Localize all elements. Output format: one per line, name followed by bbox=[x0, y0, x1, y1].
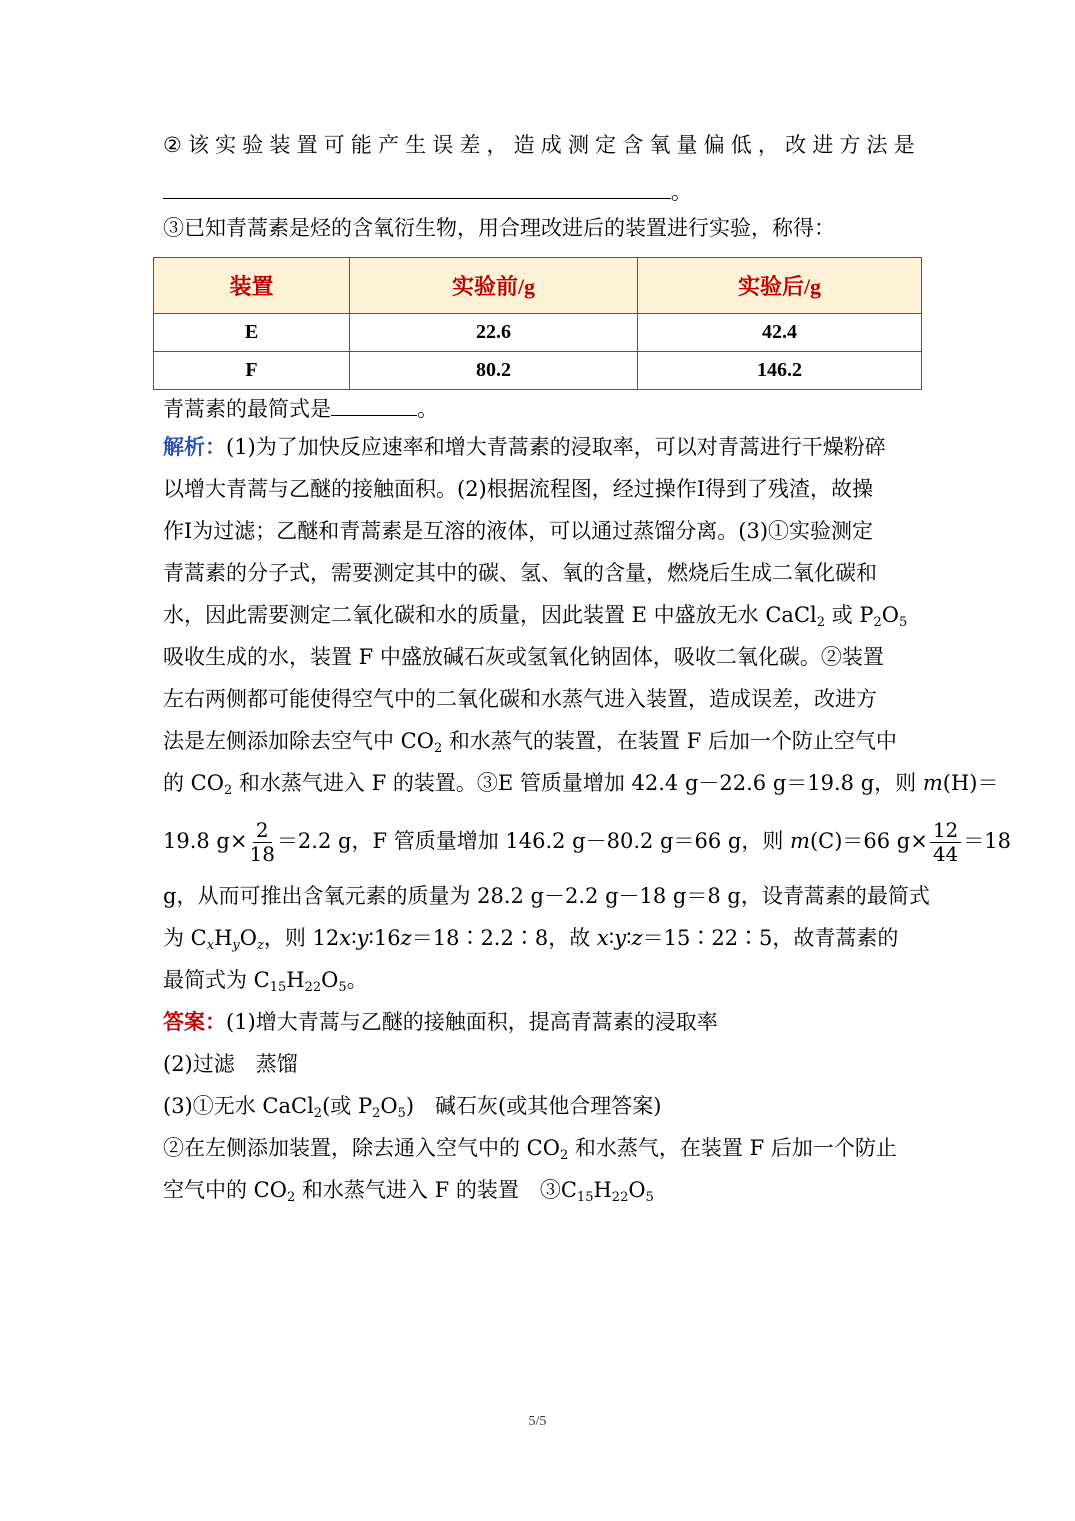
text: ＝15∶22∶5，故青蒿素的 bbox=[642, 926, 899, 950]
answer-line-2: (2)过滤 蒸馏 bbox=[163, 1052, 298, 1076]
numerator: 12 bbox=[930, 819, 961, 843]
text: 或 P bbox=[825, 603, 874, 627]
text: ＝2.2 g，F 管质量增加 146.2 g－80.2 g＝66 g，则 bbox=[276, 829, 791, 853]
formula-blank bbox=[331, 393, 417, 416]
answer-label: 答案： bbox=[163, 1009, 226, 1034]
question-2-char: 法 bbox=[866, 133, 888, 157]
analysis-line-5 bbox=[163, 601, 907, 629]
math-var: y bbox=[614, 926, 627, 950]
analysis-line-9 bbox=[163, 769, 998, 797]
table-header-row bbox=[154, 258, 922, 314]
text: ∶ bbox=[626, 926, 632, 950]
text: ＝18 bbox=[963, 829, 1012, 853]
subscript: 2 bbox=[559, 1148, 569, 1163]
subscript: 5 bbox=[899, 615, 908, 630]
text: ，则 12 bbox=[263, 926, 340, 950]
answer-line-3 bbox=[163, 1092, 661, 1120]
page-number: 5/5 bbox=[528, 1414, 547, 1429]
subscript: 2 bbox=[873, 615, 882, 630]
analysis-text: (1)为了加快反应速率和增大青蒿素的浸取率，可以对青蒿进行干燥粉碎 bbox=[226, 435, 886, 459]
cell-device: E bbox=[154, 314, 350, 352]
text: 。 bbox=[346, 968, 368, 992]
denominator: 44 bbox=[932, 842, 959, 866]
answer-text: (1)增大青蒿与乙醚的接触面积，提高青蒿素的浸取率 bbox=[226, 1010, 718, 1034]
answer-line-5 bbox=[163, 1176, 654, 1204]
question-2-char: 偏 bbox=[703, 133, 725, 157]
question-2-char: 量 bbox=[676, 133, 698, 157]
cell-after: 42.4 bbox=[638, 314, 922, 352]
question-2-char: ， bbox=[757, 133, 779, 157]
analysis-line-6: 吸收生成的水，装置 F 中盛放碱石灰或氢氧化钠固体，吸收二氧化碳。②装置 bbox=[163, 645, 884, 669]
analysis-line-4: 青蒿素的分子式，需要测定其中的碳、氢、氧的含量，燃烧后生成二氧化碳和 bbox=[163, 561, 877, 585]
question-2-char: 可 bbox=[323, 133, 345, 157]
question-2-char: 方 bbox=[839, 133, 861, 157]
math-var: y bbox=[356, 926, 369, 950]
analysis-line-12 bbox=[163, 924, 898, 952]
subscript: 15 bbox=[269, 980, 287, 995]
text: 和水蒸气的装置，在装置 F 后加一个防止空气中 bbox=[442, 729, 897, 753]
fraction bbox=[249, 819, 274, 866]
subscript: 22 bbox=[611, 1190, 629, 1205]
question-2-char: 置 bbox=[296, 133, 318, 157]
text: ∶ bbox=[608, 926, 615, 950]
text: (H)＝ bbox=[942, 771, 999, 795]
period: 。 bbox=[417, 397, 438, 421]
header-device: 装置 bbox=[154, 258, 350, 314]
answer-line-1 bbox=[163, 1008, 718, 1036]
text: H bbox=[214, 926, 233, 950]
question-2-char: 能 bbox=[350, 133, 372, 157]
subscript: 5 bbox=[645, 1190, 654, 1205]
answer-line-4 bbox=[163, 1134, 897, 1162]
analysis-line-11: g，从而可推出含氧元素的质量为 28.2 g－2.2 g－18 g＝8 g，设青蒿素的最简式 bbox=[163, 884, 930, 908]
subscript: z bbox=[257, 938, 264, 953]
question-2-char: ， bbox=[486, 133, 508, 157]
subscript: 15 bbox=[576, 1190, 594, 1205]
question-2-char: 装 bbox=[269, 133, 291, 157]
analysis-line-7: 左右两侧都可能使得空气中的二氧化碳和水蒸气进入装置，造成误差，改进方 bbox=[163, 687, 877, 711]
period: 。 bbox=[671, 180, 692, 204]
cell-before: 22.6 bbox=[350, 314, 638, 352]
analysis-line-8 bbox=[163, 727, 897, 755]
question-2-char: 定 bbox=[595, 133, 617, 157]
subscript: 2 bbox=[816, 615, 826, 630]
text: ∶16 bbox=[368, 926, 401, 950]
cell-device: F bbox=[154, 352, 350, 390]
subscript: 2 bbox=[223, 783, 233, 798]
question-2-char: 实 bbox=[215, 133, 237, 157]
text: O bbox=[628, 1178, 646, 1202]
text: 和水蒸气进入 F 的装置。③E 管质量增加 42.4 g－22.6 g＝19.8 g，则 bbox=[232, 771, 923, 795]
question-2-char: 验 bbox=[242, 133, 264, 157]
formula-question-label: 青蒿素的最简式是 bbox=[163, 397, 331, 421]
question-2-line bbox=[163, 131, 915, 159]
text: O bbox=[380, 1094, 398, 1118]
analysis-line-10 bbox=[163, 815, 1011, 867]
answer-blank-line bbox=[163, 176, 692, 206]
question-2-char: 造 bbox=[513, 133, 535, 157]
text: (C)＝66 g× bbox=[809, 829, 928, 853]
text: 和水蒸气进入 F 的装置 ③C bbox=[295, 1178, 577, 1202]
math-var: z bbox=[400, 926, 412, 950]
subscript: 5 bbox=[397, 1106, 406, 1121]
question-2-char: 低 bbox=[730, 133, 752, 157]
question-3-intro: ③已知青蒿素是烃的含氧衍生物，用合理改进后的装置进行实验，称得： bbox=[163, 216, 835, 240]
question-2-char: 产 bbox=[377, 133, 399, 157]
subscript: 2 bbox=[372, 1106, 381, 1121]
question-2-char: 生 bbox=[405, 133, 427, 157]
math-var: x bbox=[339, 926, 352, 950]
analysis-line-1 bbox=[163, 433, 886, 461]
math-var: m bbox=[790, 829, 810, 853]
question-2-char: 氧 bbox=[649, 133, 671, 157]
denominator: 18 bbox=[249, 842, 275, 866]
math-var: z bbox=[631, 926, 643, 950]
cell-after: 146.2 bbox=[638, 352, 922, 390]
analysis-line-2: 以增大青蒿与乙醚的接触面积。(2)根据流程图，经过操作Ⅰ得到了残渣，故操 bbox=[163, 477, 874, 501]
text: H bbox=[593, 1178, 612, 1202]
question-2-char: 进 bbox=[812, 133, 834, 157]
text: 的 CO bbox=[163, 771, 224, 795]
question-2-char: 改 bbox=[785, 133, 807, 157]
text: 法是左侧添加除去空气中 CO bbox=[163, 729, 434, 753]
cell-before: 80.2 bbox=[350, 352, 638, 390]
analysis-line-3: 作Ⅰ为过滤；乙醚和青蒿素是互溶的液体，可以通过蒸馏分离。(3)①实验测定 bbox=[163, 519, 874, 543]
header-after: 实验后/g bbox=[638, 258, 922, 314]
text: O bbox=[239, 926, 257, 950]
math-var: x bbox=[596, 926, 609, 950]
question-2-char: ② bbox=[163, 133, 182, 157]
question-2-char: 差 bbox=[459, 133, 481, 157]
question-2-char: 测 bbox=[567, 133, 589, 157]
text: O bbox=[881, 603, 899, 627]
subscript: 22 bbox=[304, 980, 322, 995]
question-2-char: 该 bbox=[187, 133, 209, 157]
subscript: 2 bbox=[313, 1106, 323, 1121]
text: O bbox=[321, 968, 339, 992]
text: 19.8 g× bbox=[163, 829, 248, 853]
formula-question bbox=[163, 393, 438, 423]
text: 为 C bbox=[163, 926, 207, 950]
math-var: m bbox=[922, 771, 943, 795]
text: ∶ bbox=[351, 926, 357, 950]
analysis-line-13 bbox=[163, 966, 368, 994]
text: H bbox=[286, 968, 305, 992]
question-2-char: 是 bbox=[893, 133, 915, 157]
text: (3)①无水 CaCl bbox=[163, 1094, 314, 1118]
answer-blank bbox=[163, 176, 671, 199]
text: ＝18∶2.2∶8，故 bbox=[411, 926, 597, 950]
question-2-char: 含 bbox=[622, 133, 644, 157]
text: 空气中的 CO bbox=[163, 1178, 287, 1202]
table-row bbox=[154, 314, 922, 352]
numerator: 2 bbox=[253, 819, 272, 843]
question-2-char: 成 bbox=[540, 133, 562, 157]
header-before: 实验前/g bbox=[350, 258, 638, 314]
text: ②在左侧添加装置，除去通入空气中的 CO bbox=[163, 1136, 560, 1160]
text: 水，因此需要测定二氧化碳和水的质量，因此装置 E 中盛放无水 CaCl bbox=[163, 603, 817, 627]
subscript: y bbox=[232, 938, 240, 953]
subscript: 5 bbox=[338, 980, 347, 995]
question-2-char: 误 bbox=[432, 133, 454, 157]
subscript: x bbox=[206, 938, 215, 953]
text: (或 P bbox=[322, 1094, 373, 1118]
table-row bbox=[154, 352, 922, 390]
fraction bbox=[930, 819, 961, 866]
subscript: 2 bbox=[433, 741, 443, 756]
text: 最简式为 C bbox=[163, 968, 270, 992]
text: ) 碱石灰(或其他合理答案) bbox=[405, 1094, 662, 1118]
subscript: 2 bbox=[286, 1190, 296, 1205]
analysis-label: 解析： bbox=[163, 434, 226, 459]
measurement-table bbox=[153, 257, 922, 390]
text: 和水蒸气，在装置 F 后加一个防止 bbox=[568, 1136, 897, 1160]
